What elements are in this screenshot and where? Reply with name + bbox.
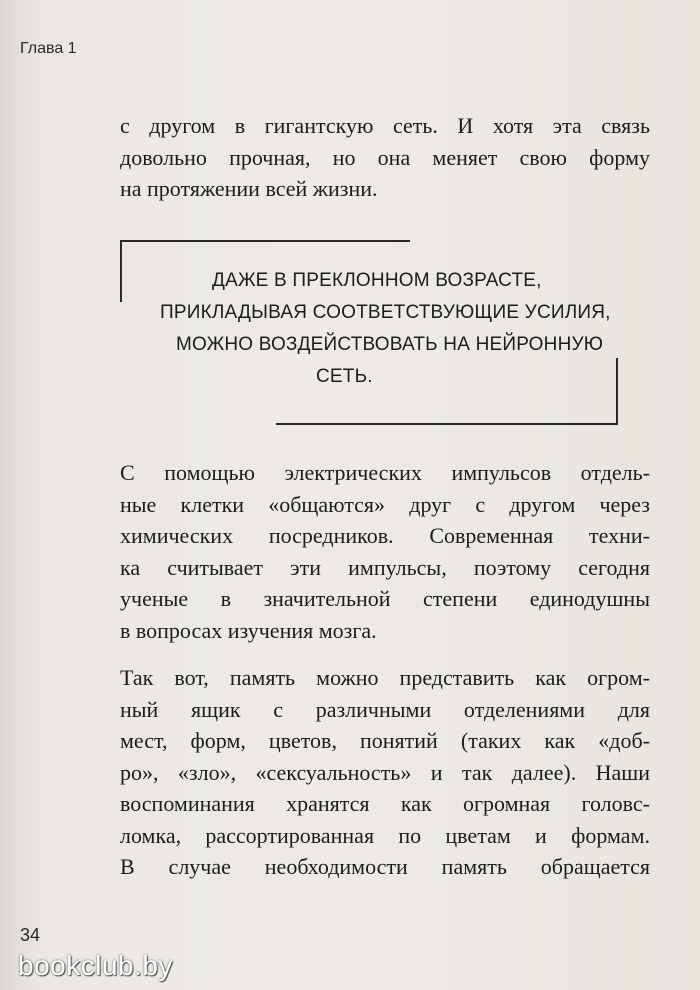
- text-line: мест, форм, цветов, понятий (таких как «доб-: [120, 728, 650, 753]
- text-line: в вопросах изучения мозга.: [120, 617, 377, 643]
- text-line: воспоминания хранятся как огромная головс-: [120, 791, 650, 816]
- text-line: с другом в гигантскую сеть. И хотя эта связь: [120, 113, 650, 138]
- text-line: ломка, рассортированная по цветам и формам.: [120, 822, 650, 848]
- chapter-header: Глава 1: [20, 40, 77, 57]
- text-line: С помощью электрических импульсов отдель-: [120, 460, 650, 485]
- paragraph-3: [120, 662, 650, 883]
- text-line: ученые в значительной степени единодушны: [120, 586, 650, 611]
- page-number: 34: [20, 925, 41, 945]
- text-line: на протяжении всей жизни.: [120, 176, 378, 201]
- quote-line: ДАЖЕ В ПРЕКЛОННОМ ВОЗРАСТЕ,: [212, 270, 542, 291]
- text-line: В случае необходимости память обращается: [120, 854, 650, 879]
- text-line: Так вот, память можно представить как огром-: [120, 665, 650, 690]
- watermark: bookclub.by: [18, 950, 173, 981]
- quote-line: ПРИКЛАДЫВАЯ СООТВЕТСТВУЮЩИЕ УСИЛИЯ,: [160, 302, 611, 323]
- text-line: ный ящик с различными отделениями для: [120, 696, 650, 722]
- paragraph-2: [120, 457, 650, 646]
- quote-line: МОЖНО ВОЗДЕЙСТВОВАТЬ НА НЕЙРОННУЮ: [176, 334, 604, 355]
- quote-line: СЕТЬ.: [316, 366, 373, 387]
- text-line: ка считывает эти импульсы, поэтому сегодня: [120, 554, 650, 580]
- text-line: довольно прочная, но она меняет свою форму: [120, 144, 650, 170]
- paragraph-1: [120, 110, 650, 205]
- text-line: ные клетки «общаются» друг с другом через: [120, 491, 650, 517]
- text-line: ро», «зло», «сексуальность» и так далее). Наши: [120, 759, 650, 785]
- text-line: химических посредников. Современная техни-: [120, 523, 650, 548]
- pull-quote: [140, 265, 611, 393]
